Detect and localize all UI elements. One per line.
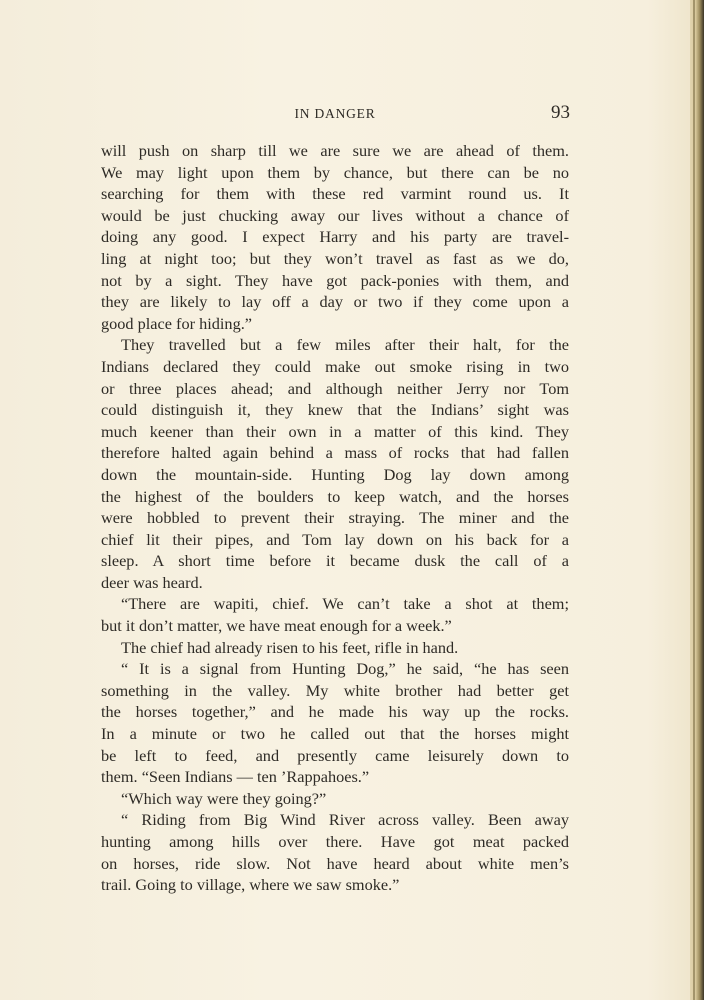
text-line: them. “Seen Indians — ten ’Rappahoes.” <box>101 767 370 787</box>
text-line: were hobbled to prevent their straying. The miner and the <box>101 508 569 528</box>
text-line: will push on sharp till we are sure we are ahead of them. <box>101 141 569 160</box>
text-line: they are likely to lay off a day or two if they come upon a <box>101 292 569 312</box>
text-line: good place for hiding.” <box>101 313 253 333</box>
text-line: not by a sight. They have got pack-ponies with them, and <box>101 270 569 290</box>
text-line: the highest of the boulders to keep watch, and the horses <box>101 486 569 506</box>
text-line: Indians declared they could make out smoke rising in two <box>101 356 569 376</box>
text-line: the horses together,” and he made his way up the rocks. <box>101 702 569 722</box>
text-line: We may light upon them by chance, but there can be no <box>101 162 569 182</box>
text-line: something in the valley. My white brother had better get <box>101 680 569 700</box>
text-line: down the mountain-side. Hunting Dog lay down among <box>101 464 569 484</box>
text-line: doing any good. I expect Harry and his party are travel- <box>101 227 569 247</box>
text-line: sleep. A short time before it became dusk the call of a <box>101 551 569 571</box>
text-line: trail. Going to village, where we saw smoke.” <box>101 875 400 895</box>
text-line: could distinguish it, they knew that the Indians’ sight was <box>101 400 569 420</box>
running-title: IN DANGER <box>294 106 376 121</box>
body-text <box>101 140 569 896</box>
text-line: deer was heard. <box>101 572 203 592</box>
text-line: chief lit their pipes, and Tom lay down on his back for a <box>101 529 569 549</box>
text-line: be left to feed, and presently came leisurely down to <box>101 745 569 765</box>
text-line: but it don’t matter, we have meat enough for a week.” <box>101 616 452 636</box>
text-line: much keener than their own in a matter of this kind. They <box>101 421 569 441</box>
text-line: would be just chucking away our lives without a chance of <box>101 205 569 225</box>
text-line: therefore halted again behind a mass of rocks that had fallen <box>101 443 569 463</box>
text-line: hunting among hills over there. Have got meat packed <box>101 832 569 851</box>
page-number: 93 <box>551 102 570 123</box>
text-line: searching for them with these red varmint round us. It <box>101 184 569 204</box>
text-line: The chief had already risen to his feet, rifle in hand. <box>121 637 459 657</box>
text-line: or three places ahead; and although neither Jerry nor Tom <box>101 378 569 398</box>
text-line: “ It is a signal from Hunting Dog,” he said, “he has seen <box>121 659 569 679</box>
text-line: They travelled but a few miles after their halt, for the <box>121 335 569 355</box>
text-line: on horses, ride slow. Not have heard about white men’s <box>101 853 569 873</box>
text-line: “ Riding from Big Wind River across valley. Been away <box>121 810 569 830</box>
text-line: ling at night too; but they won’t travel as fast as we do, <box>101 248 569 268</box>
text-line: In a minute or two he called out that the horses might <box>101 724 569 744</box>
text-line: “There are wapiti, chief. We can’t take a shot at them; <box>121 594 569 614</box>
text-line: “Which way were they going?” <box>121 788 327 808</box>
page-edge-line <box>693 0 695 1000</box>
running-head <box>100 104 570 128</box>
